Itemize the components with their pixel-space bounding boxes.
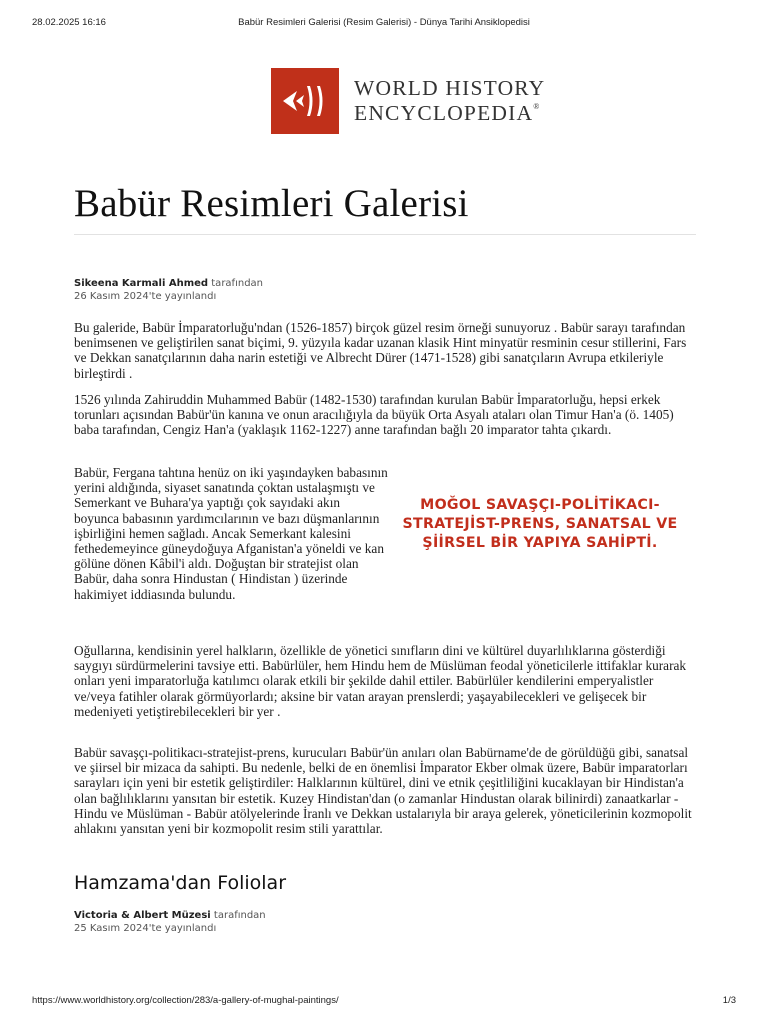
page-number: 1/3 xyxy=(722,995,736,1006)
byline-suffix: tarafından xyxy=(211,278,264,289)
title-divider xyxy=(74,234,696,235)
section-author-link[interactable]: Victoria & Albert Müzesi xyxy=(74,910,211,921)
trademark-mark: ® xyxy=(533,102,541,111)
print-header xyxy=(32,17,736,31)
paragraph-intro: Bu galeride, Babür İmparatorluğu'ndan (1526-1857) birçok güzel resim örneği sunuyoruz . Babür sarayı tarafından benimsenen ve geliştirilen sanat biçimi, 9. yüzyıla kadar uzanan klasik Hint minyatür resminin cesur stillerini, Fars ve Dekkan sanatçılarının daha narin estetiği ve Albrecht Dürer (1471-1528) gibi sanatçıların Avrupa etkileriyle birleştirdi . xyxy=(74,320,687,381)
paragraph-babur: Babür, Fergana tahtına henüz on iki yaşındayken babasının yerini aldığında, siyaset sanatında çoktan ustalaşmıştı ve Semerkant ve Buhara'ya yaptığı çok sayıdaki akın boyunca babasının yardımcılarının ve bazı düşmanlarının işbirliğini hemen sağladı. Ancak Semerkant kalesini fethedemeyince güneydoğuya Afganistan'a yöneldi ve kan gölüne dönen Kâbil'i aldı. Doğuştan bir stratejist olan Babür, daha sonra Hindustan ( Hindistan ) üzerinde hakimiyet iddiasında bulundu. xyxy=(74,465,388,602)
whe-logo-mark-icon xyxy=(271,68,339,134)
article-byline xyxy=(74,277,263,303)
article-title: Babür Resimleri Galerisi xyxy=(74,182,469,225)
paragraph-empire: 1526 yılında Zahiruddin Muhammed Babür (1482-1530) tarafından kurulan Babür İmparatorluğu, hepsi erkek torunları açısından Babür'ün kanına ve onun aracılığıyla da büyük Orta Asyalı ataları olan Timur Han'a (ö. 1405) baba tarafından, Cengiz Han'a (yaklaşık 1162-1227) anne tarafından bağlı 20 imparator tahta çıkardı. xyxy=(74,392,674,438)
site-logo[interactable] xyxy=(271,68,545,134)
logo-line-2 xyxy=(354,103,545,125)
section-byline-suffix: tarafından xyxy=(213,910,266,921)
section-title: Hamzama'dan Foliolar xyxy=(74,872,287,894)
section-author-line xyxy=(74,909,266,922)
pull-quote: MOĞOL SAVAŞÇI-POLİTİKACI-STRATEJİST-PRENS, SANATSAL VE ŞİİRSEL BİR YAPIYA SAHİPTİ. xyxy=(402,497,678,551)
print-page-title: Babür Resimleri Galerisi (Resim Galerisi) - Dünya Tarihi Ansiklopedisi xyxy=(238,17,530,28)
byline-author-line xyxy=(74,277,263,290)
section-publish-date: 25 Kasım 2024'te yayınlandı xyxy=(74,923,217,934)
print-datetime: 28.02.2025 16:16 xyxy=(32,17,106,28)
logo-line-2-text: ENCYCLOPEDIA xyxy=(354,101,534,125)
section-byline xyxy=(74,909,266,935)
logo-line-1: WORLD HISTORY xyxy=(354,75,546,100)
logo-wordmark xyxy=(354,75,546,125)
print-footer xyxy=(32,995,736,1009)
publish-date: 26 Kasım 2024'te yayınlandı xyxy=(74,291,217,302)
print-url[interactable]: https://www.worldhistory.org/collection/283/a-gallery-of-mughal-paintings/ xyxy=(32,995,339,1006)
paragraph-sons: Oğullarına, kendisinin yerel halkların, özellikle de yönetici sınıfların dini ve kültürel duyarlılıklarına gösterdiği saygıyı sürdürmelerini tavsiye etti. Babürlüler, hem Hindu hem de Müslüman feodal yöneticilerle ittifaklar kurarak onları yeni imparatorluğa katılımcı olarak etkili bir şekilde dahil ettiler. Babürlüler kendilerini emperyalistler ve/veya fatihler olarak görmüyorlardı; aksine bir vatan arayan prenslerdi; yaşayabilecekleri ve gelişecek bir medeniyeti yetiştirebilecekleri bir yer . xyxy=(74,643,687,719)
paragraph-aesthetic: Babür savaşçı-politikacı-stratejist-prens, kurucuları Babür'ün anıları olan Babürname'de de görüldüğü gibi, sanatsal ve şiirsel bir mizaca da sahipti. Bu nedenle, belki de en önemlisi İmparator Ekber olmak üzere, Babür imparatorları sarayları için yeni bir estetik geliştirdiler: Halklarının kültürel, dini ve etnik çeşitliliğini kucaklayan bir Hindistan'a olan bağlılıklarını yansıtan bir estetik. Kuzey Hindistan'dan (o zamanlar Hindustan olarak bilinirdi) zanaatkarlar - Hindu ve Müslüman - Babür atölyelerinde İranlı ve Dekkan ustalarıyla bir araya gelerek, yöneticilerinin kozmopolit ahlakını yansıtan yeni bir kozmopolit resim stili yarattılar. xyxy=(74,745,692,837)
author-link[interactable]: Sikeena Karmali Ahmed xyxy=(74,278,209,289)
